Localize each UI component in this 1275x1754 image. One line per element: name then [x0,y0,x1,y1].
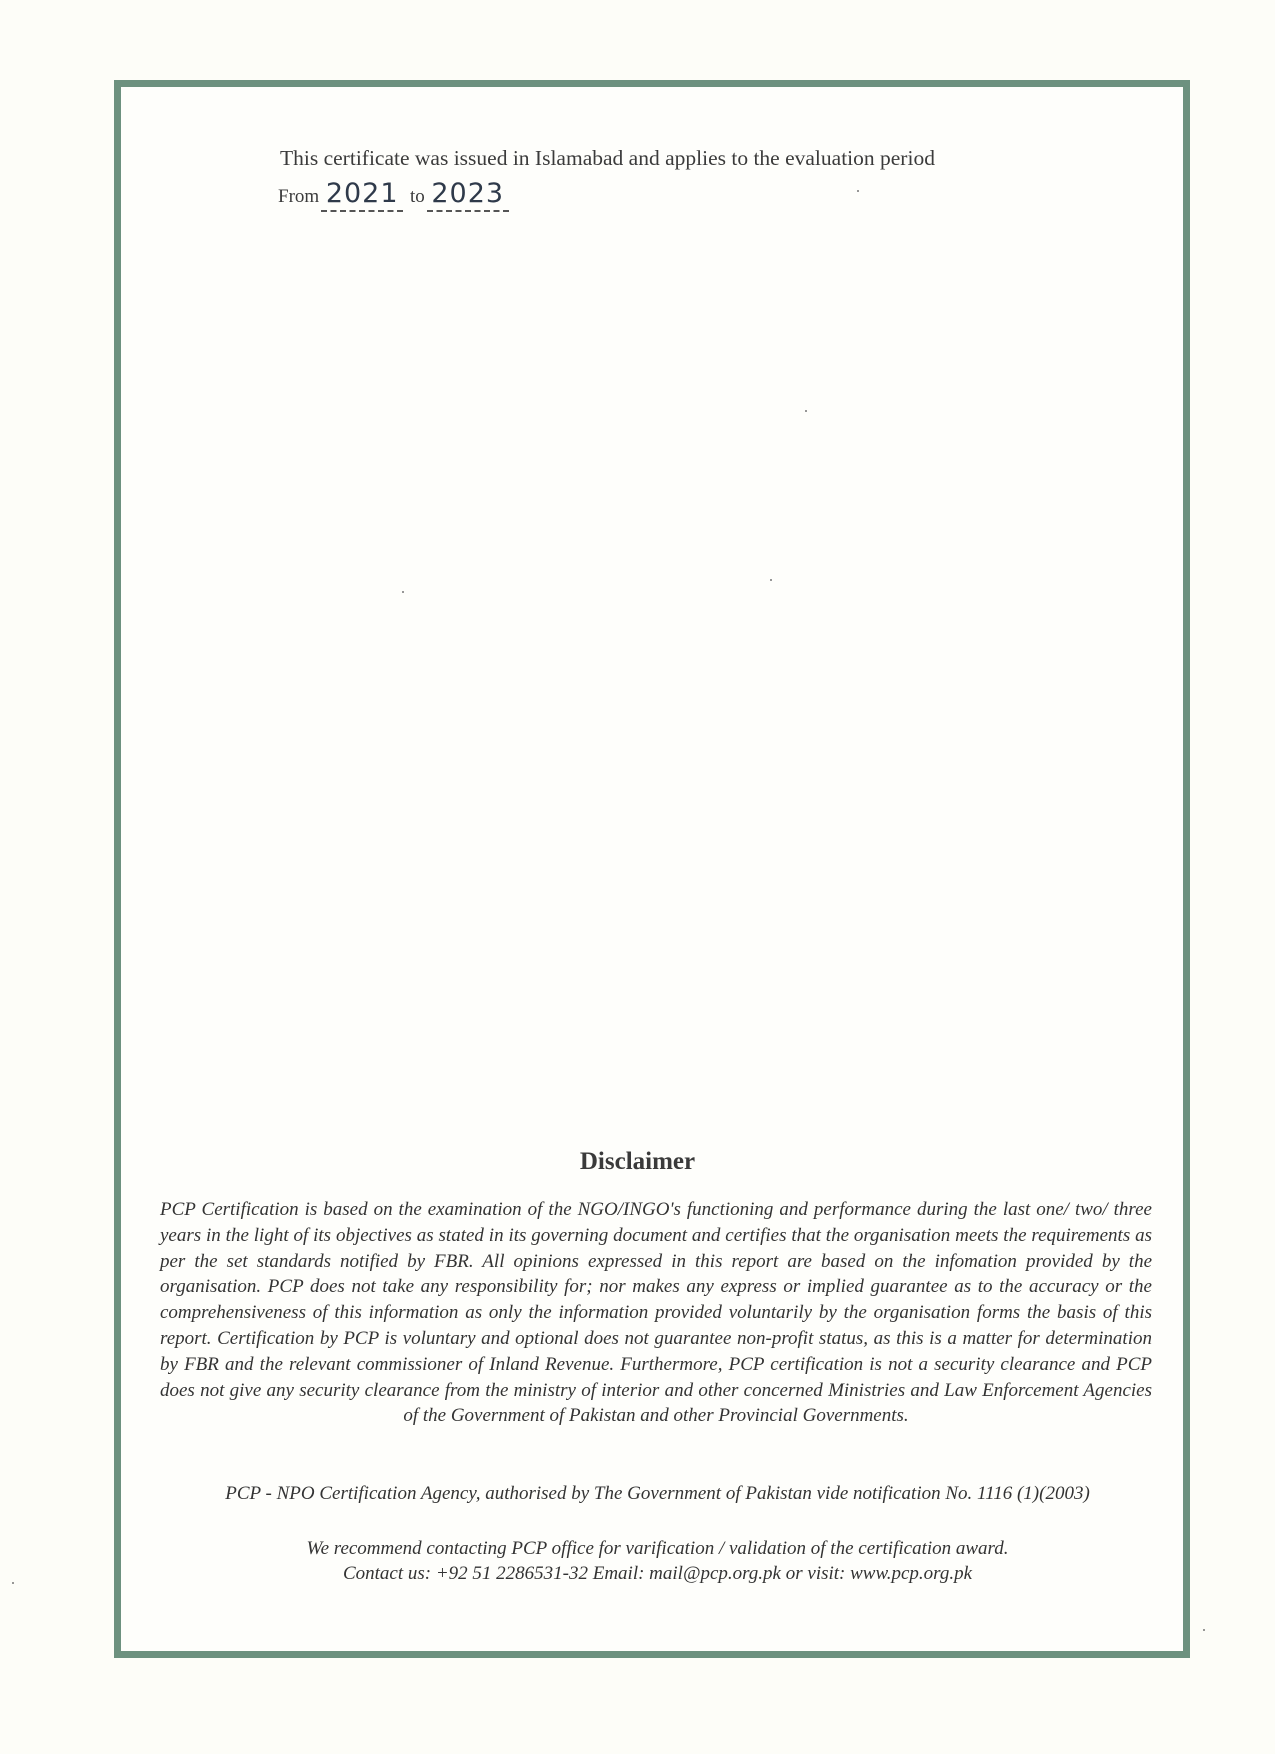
scan-speck [402,591,404,593]
scan-speck [805,410,807,412]
issue-statement: This certificate was issued in Islamabad and applies to the evaluation period [280,146,935,170]
scan-speck [857,190,859,192]
disclaimer-text: PCP Certification is based on the examination of the NGO/INGO's functioning and performance during the last one/ two/ three years in the light of its objectives as stated in its governing document and certifies that the organisation meets the requirements as per the set standards notified by FBR. All opinions expressed in this report are based on the infomation provided by the organisation. PCP does not take any responsibility for; nor makes any express or implied guarantee as to the accuracy or the comprehensiveness of this information as only the information provided voluntarily by the organisation forms the basis of this report. Certification by PCP is voluntary and optional does not guarantee non-profit status, as this is a matter for determination by FBR and the relevant commissioner of Inland Revenue. Furthermore, PCP certification is not a security clearance and PCP does not give any security clearance from the ministry of interior and other concerned Ministries and Law Enforcement Agencies of the Government of Pakistan and other Provincial Governments. [160,1199,1152,1427]
from-label: From [278,186,320,207]
to-year-handwritten: 2023 [427,178,509,212]
agency-authorisation: PCP - NPO Certification Agency, authorised by The Government of Pakistan vide notification No. 1116 (1)(2003) [225,1483,1090,1504]
to-label: to [409,186,425,207]
from-year-handwritten: 2021 [321,178,403,212]
scan-speck [12,1582,14,1584]
verification-recommendation: We recommend contacting PCP office for varification / validation of the certification award. [306,1538,1009,1559]
disclaimer-heading: Disclaimer [579,1148,696,1175]
evaluation-period [278,178,511,212]
contact-info: Contact us: +92 51 2286531-32 Email: mail@pcp.org.pk or visit: www.pcp.org.pk [342,1563,973,1584]
scan-speck [770,579,772,581]
scan-speck [1203,1629,1205,1631]
